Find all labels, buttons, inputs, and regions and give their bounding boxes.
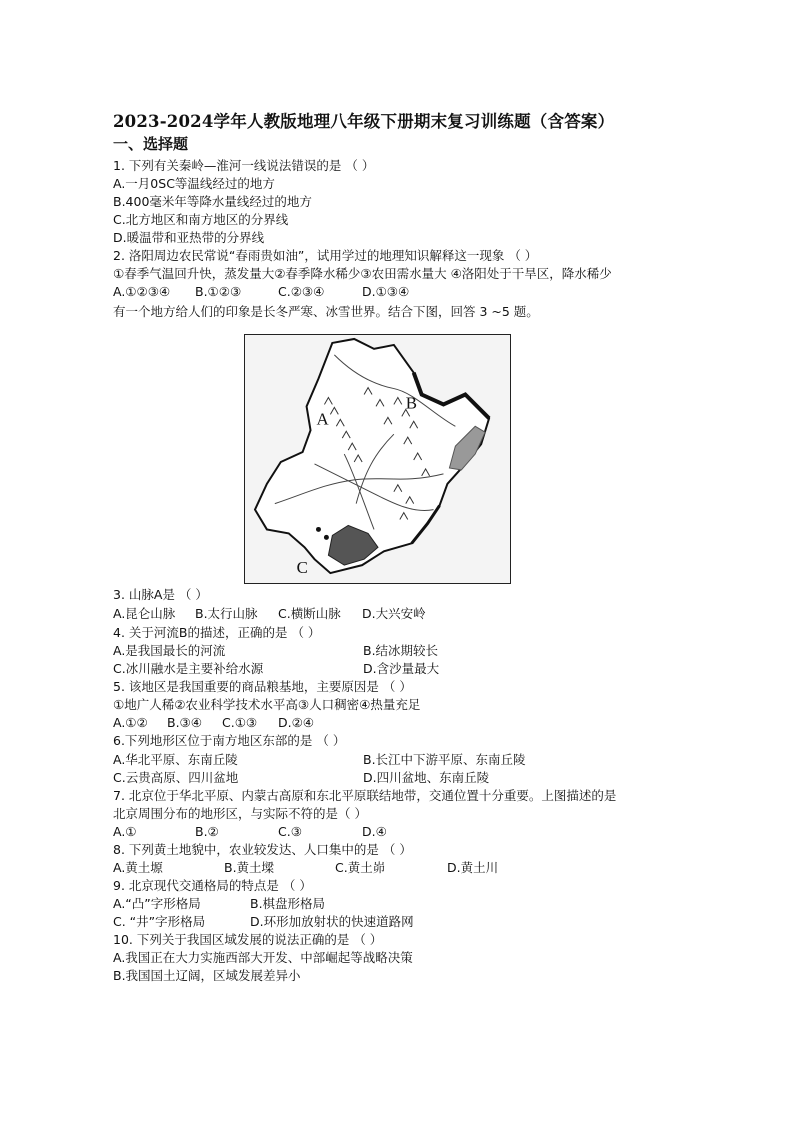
question-8-stem: 8. 下列黄土地貌中，农业较发达、人口集中的是 （ ） [113,842,412,857]
question-8-option-a: A.黄土塬 [113,860,163,875]
question-5-option-a: A.①② [113,715,148,730]
question-5-option-c: C.①③ [222,715,258,730]
question-6-option-d: D.四川盆地、东南丘陵 [363,770,490,785]
label-a: A [316,409,329,429]
question-9-option-b: B.棋盘形格局 [250,896,326,911]
question-9-option-d: D.环形加放射状的快速道路网 [250,914,414,929]
question-7-option-d: D.④ [362,824,387,839]
question-1-option-b: B.400毫米年等降水量线经过的地方 [113,194,312,209]
question-2-option-a: A.①②③④ [113,284,171,299]
question-3-option-a: A.昆仑山脉 [113,606,176,621]
question-5-option-d: D.②④ [278,715,315,730]
question-5-option-b: B.③④ [167,715,202,730]
question-10-option-b: B.我国国土辽阔，区域发展差异小 [113,968,301,983]
question-6-stem: 6.下列地形区位于南方地区东部的是 （ ） [113,733,346,748]
question-4-option-b: B.结冰期较长 [363,643,439,658]
map-intro-text: 有一个地方给人们的印象是长冬严寒、冰雪世界。结合下图，回答 3 ~5 题。 [113,304,539,319]
question-4-option-d: D.含沙量最大 [363,661,440,676]
question-1-stem: 1. 下列有关秦岭—淮河一线说法错误的是 （ ） [113,158,375,173]
question-5-statements: ①地广人稀②农业科学技术水平高③人口稠密④热量充足 [113,697,421,712]
question-3-option-b: B.太行山脉 [195,606,258,621]
label-c: C [296,558,308,578]
question-9-option-c: C. “井”字形格局 [113,914,206,929]
question-7-option-a: A.① [113,824,137,839]
question-1-option-d: D.暖温带和亚热带的分界线 [113,230,265,245]
page-title: 2023-2024学年人教版地理八年级下册期末复习训练题（含答案） [113,112,615,131]
question-4-option-c: C.冰川融水是主要补给水源 [113,661,264,676]
question-8-option-d: D.黄土川 [447,860,499,875]
northeast-china-map [244,334,511,584]
question-3-option-d: D.大兴安岭 [362,606,426,621]
question-7-option-c: C.③ [278,824,302,839]
question-8-option-c: C.黄土峁 [335,860,386,875]
question-2-stem: 2. 洛阳周边农民常说“春雨贵如油”，试用学过的地理知识解释这一现象 （ ） [113,248,538,263]
question-8-option-b: B.黄土墚 [224,860,275,875]
question-2-statements: ①春季气温回升快，蒸发量大②春季降水稀少③农田需水量大 ④洛阳处于干旱区，降水稀少 [113,266,612,281]
question-1-option-a: A.一月0SC等温线经过的地方 [113,176,275,191]
question-10-stem: 10. 下列关于我国区域发展的说法正确的是 （ ） [113,932,383,947]
question-7-option-b: B.② [195,824,219,839]
question-6-option-b: B.长江中下游平原、东南丘陵 [363,752,526,767]
question-2-option-b: B.①②③ [195,284,242,299]
question-6-option-a: A.华北平原、东南丘陵 [113,752,238,767]
label-b: B [405,393,418,413]
question-9-option-a: A.“凸”字形格局 [113,896,201,911]
question-10-option-a: A.我国正在大力实施西部大开发、中部崛起等战略决策 [113,950,413,965]
question-1-option-c: C.北方地区和南方地区的分界线 [113,212,289,227]
question-3-option-c: C.横断山脉 [278,606,341,621]
question-7-stem: 7. 北京位于华北平原、内蒙古高原和东北平原联结地带，交通位置十分重要。上图描述的是 [113,788,617,803]
question-3-stem: 3. 山脉A是 （ ） [113,587,208,602]
question-2-option-d: D.①③④ [362,284,410,299]
section-title: 一、选择题 [113,135,189,153]
question-5-stem: 5. 该地区是我国重要的商品粮基地，主要原因是 （ ） [113,679,412,694]
question-2-option-c: C.②③④ [278,284,325,299]
question-4-option-a: A.是我国最长的河流 [113,643,226,658]
question-7-stem-cont: 北京周围分布的地形区，与实际不符的是（ ） [113,806,367,821]
question-4-stem: 4. 关于河流B的描述，正确的是 （ ） [113,625,321,640]
question-6-option-c: C.云贵高原、四川盆地 [113,770,239,785]
question-9-stem: 9. 北京现代交通格局的特点是 （ ） [113,878,312,893]
